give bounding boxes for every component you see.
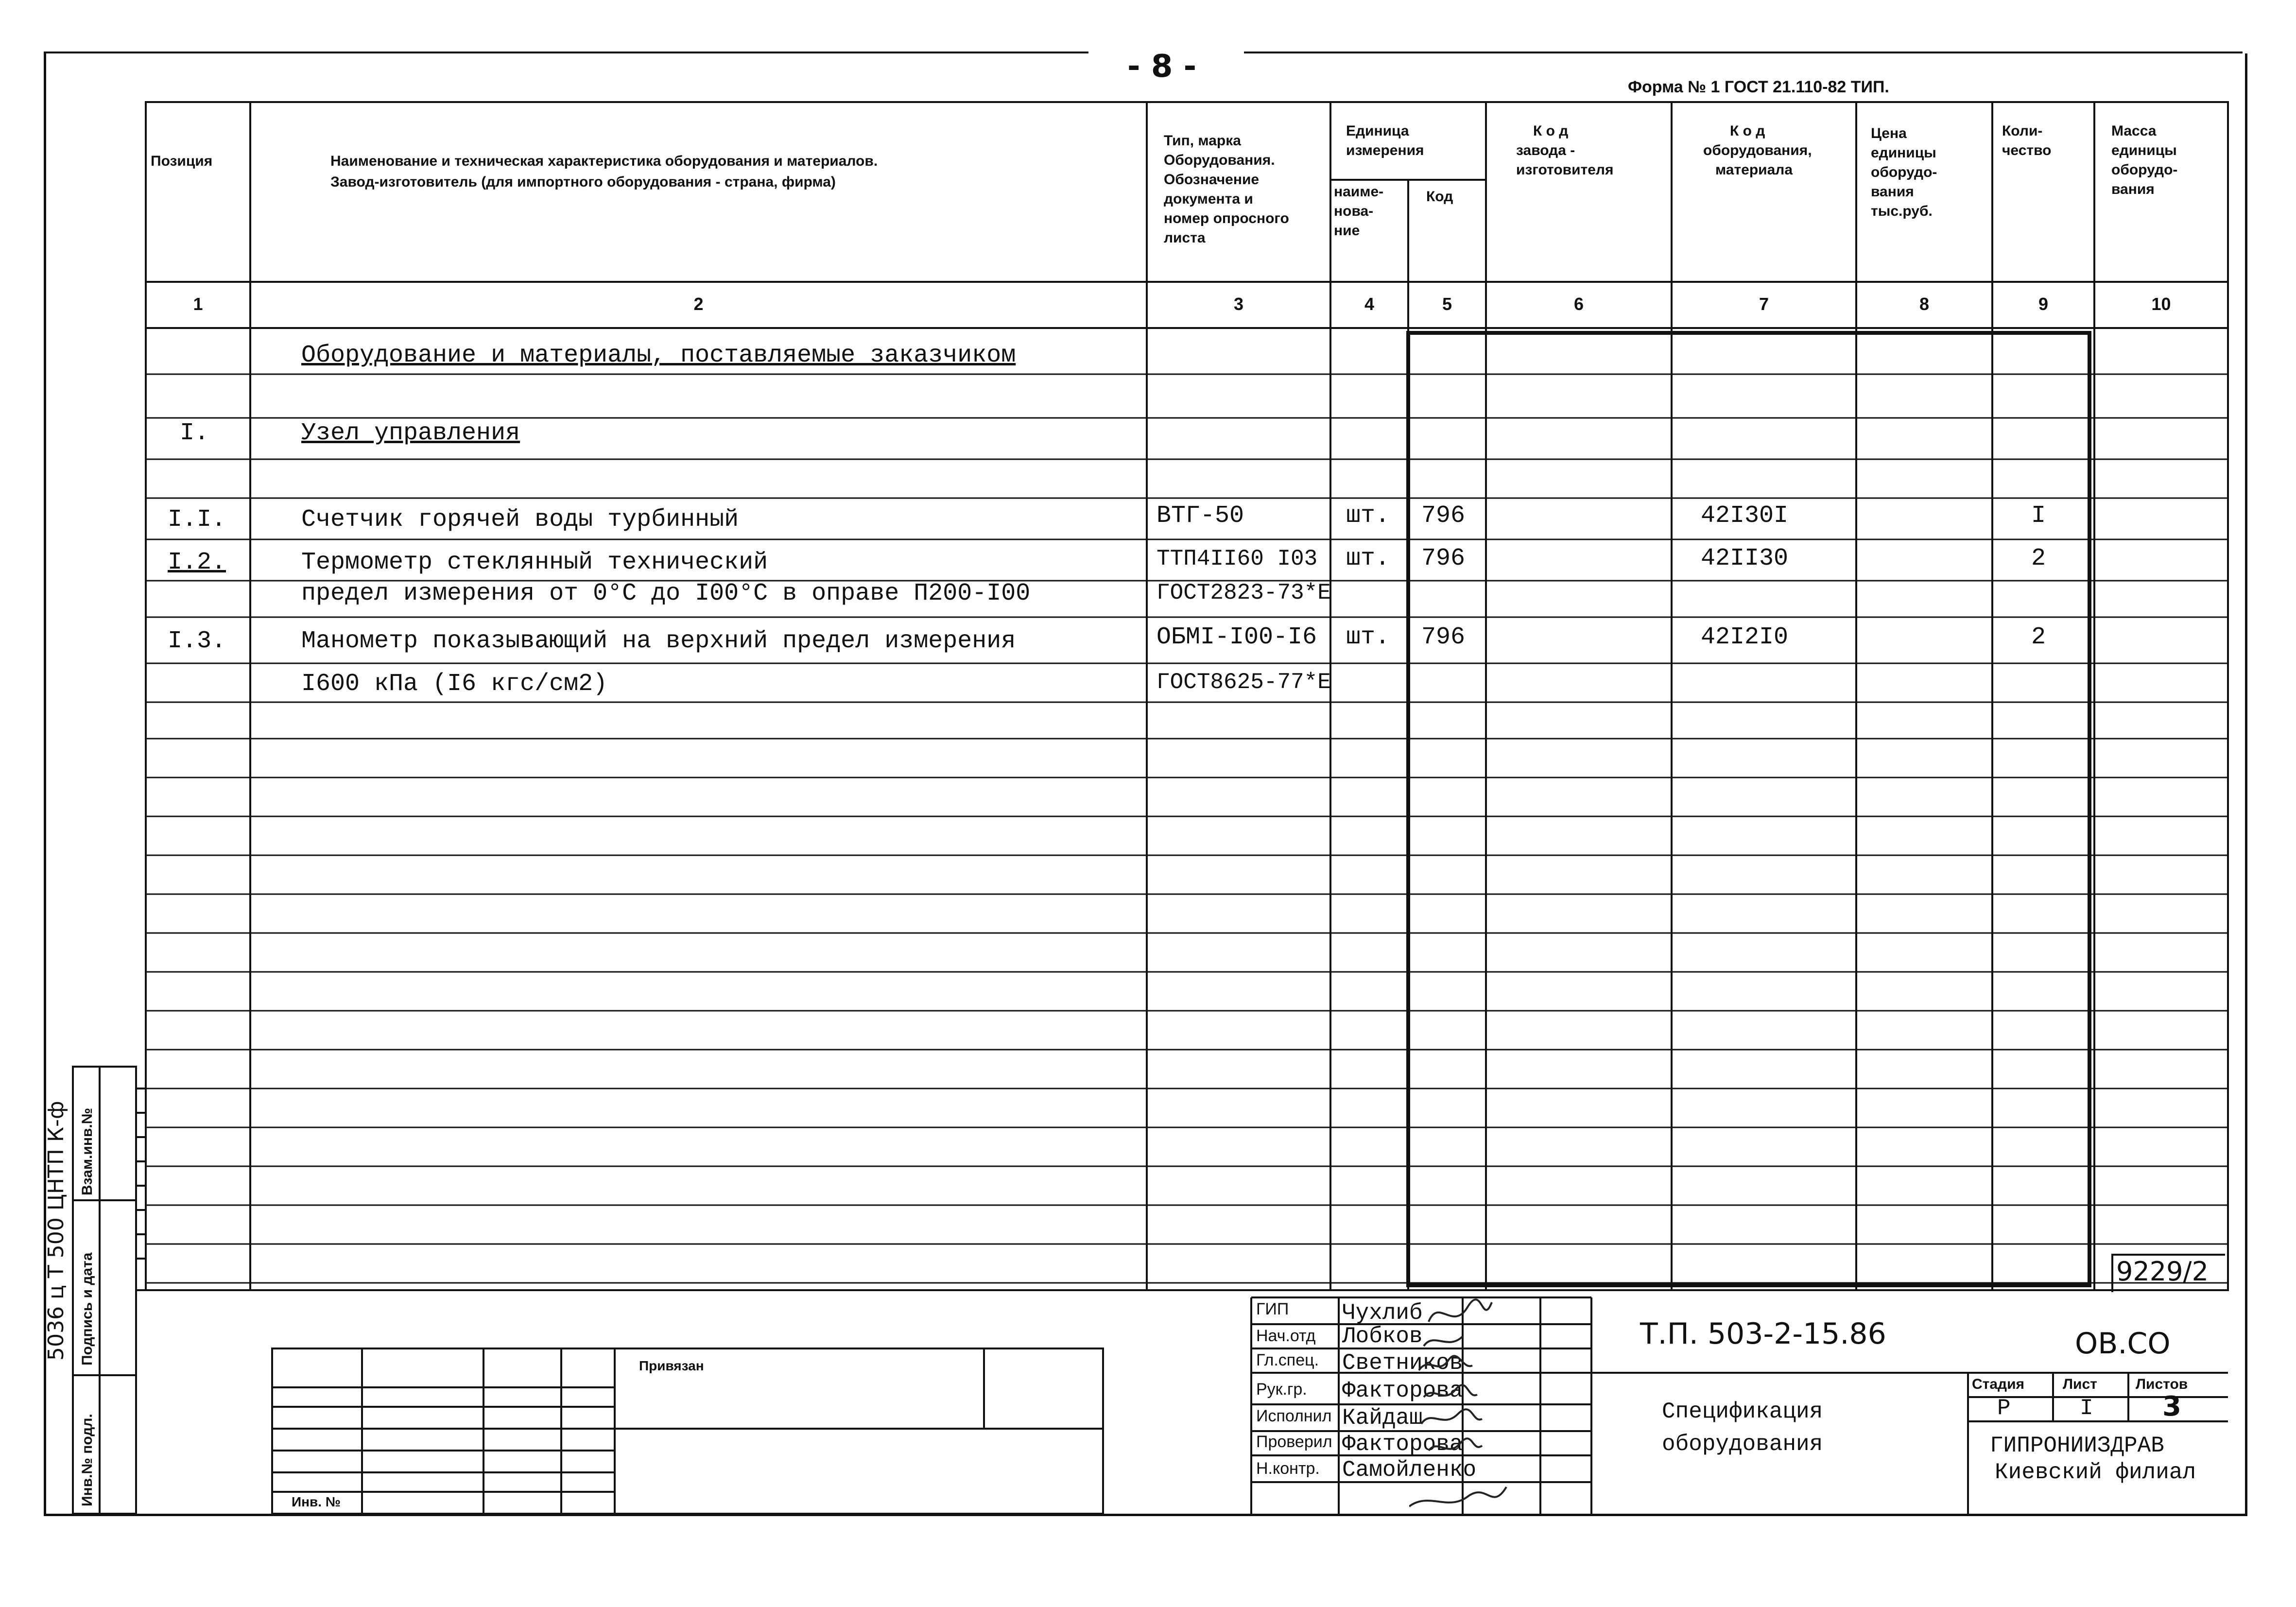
row-2-equipment-code: 42II30 xyxy=(1701,545,1789,572)
row-3-quantity: 2 xyxy=(2031,623,2046,651)
row-2-name: Термометр стеклянный технический xyxy=(301,549,768,576)
role-nach-otd: Нач.отд xyxy=(1256,1327,1316,1345)
side-handwritten-note: 5036 ц Т 500 ЦНТП К-ф xyxy=(44,1101,69,1361)
row-1-equipment-code: 42I30I xyxy=(1701,502,1789,530)
page-number: - 8 - xyxy=(1127,49,1197,85)
row-3-code: 796 xyxy=(1421,623,1466,651)
row-2-name-continued: предел измерения от 0°С до I00°С в оправе П200-I00 xyxy=(301,580,1031,607)
col-header-quantity: Коли- чество xyxy=(2002,123,2052,158)
sheets-value: 3 xyxy=(2162,1391,2181,1422)
organization-line2: Киевский филиал xyxy=(1995,1460,2196,1485)
inv-no-label: Инв. № xyxy=(292,1494,341,1509)
col-header-price: Цена единицы оборудо- вания тыс.руб. xyxy=(1871,125,1937,219)
row-2-code: 796 xyxy=(1421,545,1466,572)
col-header-name-line1: Наименование и техническая характеристика оборудования и материалов. xyxy=(330,153,878,169)
role-ispolnil: Исполнил xyxy=(1256,1407,1332,1425)
name-lobkov: Лобков xyxy=(1342,1324,1423,1349)
role-proveril: Проверил xyxy=(1256,1433,1332,1451)
group-name: Узел управления xyxy=(301,419,520,447)
document-title-line2: оборудования xyxy=(1662,1432,1823,1457)
col-header-type: Тип, марка Оборудования. Обозначение документа и номер опросного листа xyxy=(1164,133,1289,246)
col-header-unit-code: Код xyxy=(1426,189,1453,205)
side-inv-replaced: Взам.инв.№ xyxy=(79,1107,95,1195)
row-2-type-continued: ГОСТ2823-73*Е xyxy=(1157,580,1331,605)
side-signature-date: Подпись и дата xyxy=(79,1252,95,1365)
archive-number: 9229/2 xyxy=(2116,1256,2209,1287)
col-number-3: 3 xyxy=(1233,294,1244,314)
row-2-position: I.2. xyxy=(168,549,226,576)
stage-label: Стадия xyxy=(1972,1376,2025,1392)
row-3-position: I.3. xyxy=(168,627,226,655)
stage-value: Р xyxy=(1997,1396,2011,1421)
row-1-quantity: I xyxy=(2031,502,2046,530)
role-gip: ГИП xyxy=(1256,1300,1289,1318)
col-number-9: 9 xyxy=(2038,294,2049,314)
row-2-unit: шт. xyxy=(1346,545,1390,572)
section-title: Оборудование и материалы, поставляемые заказчиком xyxy=(301,342,1016,369)
name-svetnikov: Светников xyxy=(1342,1350,1463,1376)
col-number-7: 7 xyxy=(1759,294,1769,314)
col-header-name-line2: Завод-изготовитель (для импортного оборудования - страна, фирма) xyxy=(330,174,836,190)
col-number-8: 8 xyxy=(1919,294,1930,314)
document-title-line1: Спецификация xyxy=(1662,1399,1823,1424)
col-number-2: 2 xyxy=(693,294,704,314)
col-header-factory-code: К о д завода - изготовителя xyxy=(1516,123,1614,178)
name-faktorova: Факторова xyxy=(1342,1378,1463,1403)
role-gl-spec: Гл.спец. xyxy=(1256,1351,1319,1369)
col-header-unit-group: Единица измерения xyxy=(1346,123,1424,158)
sheet-value: I xyxy=(2080,1396,2093,1421)
row-2-type: ТТП4II60 I03 xyxy=(1157,546,1318,571)
row-1-code: 796 xyxy=(1421,502,1466,530)
row-1-position: I.I. xyxy=(168,506,226,534)
col-header-equipment-code: К о д оборудования, материала xyxy=(1703,123,1812,178)
name-kaidash: Кайдаш xyxy=(1342,1405,1423,1431)
row-3-unit: шт. xyxy=(1346,623,1390,651)
row-3-name-continued: I600 кПа (I6 кгс/см2) xyxy=(301,670,608,698)
group-position: I. xyxy=(180,419,209,447)
side-inv-original: Инв.№ подл. xyxy=(79,1414,95,1506)
col-number-4: 4 xyxy=(1364,294,1375,314)
col-number-10: 10 xyxy=(2151,294,2171,314)
row-3-equipment-code: 42I2I0 xyxy=(1701,623,1789,651)
row-3-type-continued: ГОСТ8625-77*Е xyxy=(1157,670,1331,695)
name-samoilenko: Самойленко xyxy=(1342,1457,1477,1483)
col-header-unit-name: наиме- нова- ние xyxy=(1334,184,1384,239)
organization-line1: ГИПРОНИИЗДРАВ xyxy=(1990,1433,2164,1458)
role-ruk-gr: Рук.гр. xyxy=(1256,1380,1307,1399)
handwritten-signatures xyxy=(1409,1293,1584,1526)
row-1-type: ВТГ-50 xyxy=(1157,502,1244,530)
col-number-6: 6 xyxy=(1573,294,1584,314)
row-2-quantity: 2 xyxy=(2031,545,2046,572)
col-header-mass: Масса единицы оборудо- вания xyxy=(2111,123,2178,197)
document-mark: ОВ.СО xyxy=(2075,1327,2171,1361)
col-number-1: 1 xyxy=(193,294,203,314)
name-faktorova-2: Факторова xyxy=(1342,1432,1463,1457)
sheet-label: Лист xyxy=(2063,1376,2097,1392)
row-3-name: Манометр показывающий на верхний предел измерения xyxy=(301,627,1016,655)
col-number-5: 5 xyxy=(1442,294,1452,314)
privyazan-label: Привязан xyxy=(639,1358,704,1373)
row-3-type: ОБМI-I00-I6 xyxy=(1157,623,1317,651)
name-chukhlib: Чухлиб xyxy=(1342,1300,1423,1326)
col-header-position: Позиция xyxy=(151,153,213,169)
form-label: Форма № 1 ГОСТ 21.110-82 ТИП. xyxy=(1628,78,1889,96)
role-n-kontr: Н.контр. xyxy=(1256,1459,1320,1478)
row-1-unit: шт. xyxy=(1346,502,1390,530)
sheets-label: Листов xyxy=(2136,1376,2188,1392)
project-code: Т.П. 503-2-15.86 xyxy=(1640,1317,1886,1351)
row-1-name: Счетчик горячей воды турбинный xyxy=(301,506,739,534)
